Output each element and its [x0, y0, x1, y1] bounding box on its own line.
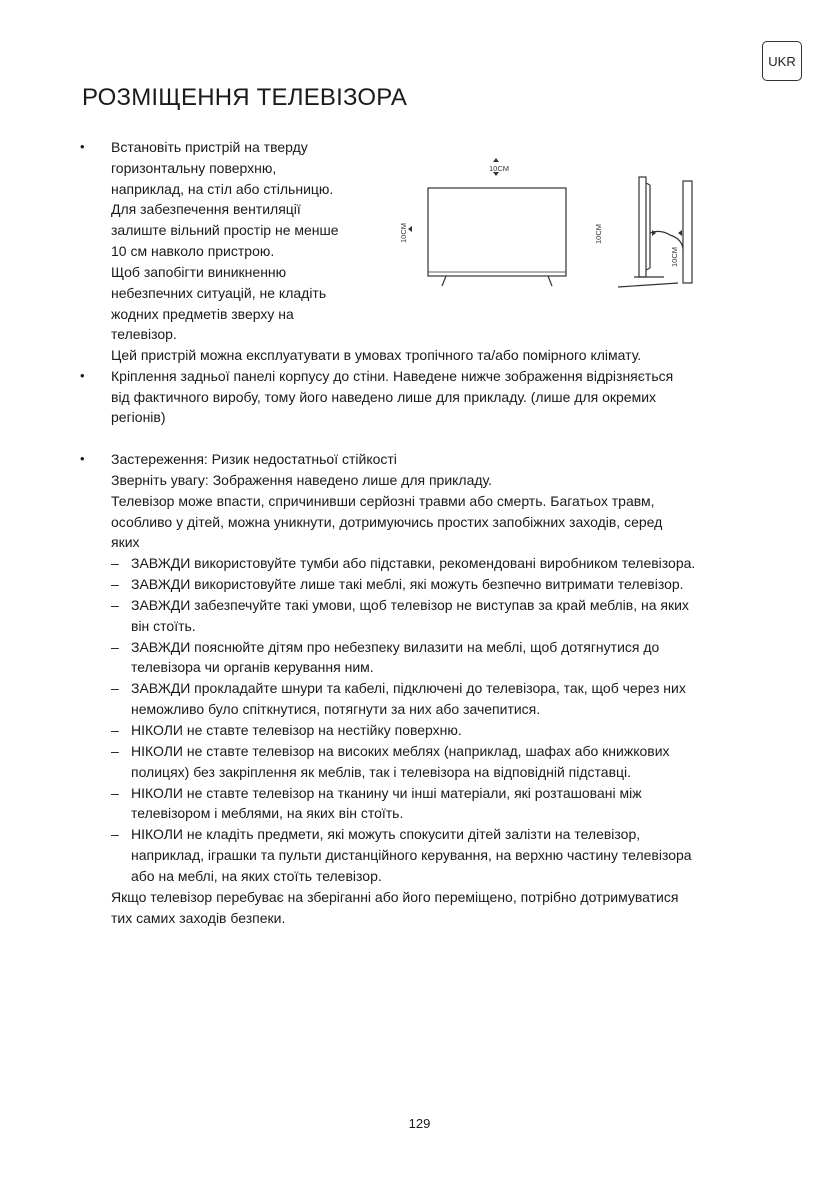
- list-item: ЗАВЖДИ пояснюйте дітям про небезпеку вилазити на меблі, щоб дотягнутися до: [131, 639, 660, 655]
- text-line: Встановіть пристрій на тверду: [111, 139, 308, 155]
- dash-icon: –: [111, 743, 119, 759]
- list-item: НІКОЛИ не кладіть предмети, які можуть спокусити дітей залізти на телевізор,: [131, 826, 641, 842]
- list-item: НІКОЛИ не ставте телевізор на нестійку поверхню.: [131, 722, 462, 738]
- dash-icon: –: [111, 722, 119, 738]
- dash-icon: –: [111, 576, 119, 592]
- text-line: Щоб запобігти виникненню: [111, 264, 287, 280]
- list-item: ЗАВЖДИ використовуйте лише такі меблі, які можуть безпечно витримати телевізор.: [131, 576, 684, 592]
- text-line: телевізор.: [111, 326, 177, 342]
- page-title: РОЗМІЩЕННЯ ТЕЛЕВІЗОРА: [82, 84, 408, 111]
- list-item-cont: телевізором і меблями, на яких він стоїть.: [131, 805, 404, 821]
- list-item: ЗАВЖДИ використовуйте тумби або підставки, рекомендовані виробником телевізора.: [131, 555, 696, 571]
- clearance-right-label: 10CM: [594, 223, 603, 244]
- text-line: жодних предметів зверху на: [111, 306, 294, 322]
- list-item: НІКОЛИ не ставте телевізор на тканину чи інші матеріали, які розташовані між: [131, 785, 642, 801]
- text-line: Кріплення задньої панелі корпусу до стіни. Наведене нижче зображення відрізняється: [111, 368, 674, 384]
- bullet-icon: •: [80, 451, 85, 466]
- bullet-icon: •: [80, 139, 85, 154]
- text-line: горизонтальну поверхню,: [111, 160, 277, 176]
- page-number: 129: [408, 1116, 431, 1131]
- bullet-icon: •: [80, 368, 85, 383]
- arrow-left-right-icon: [408, 226, 416, 232]
- list-item-cont: полицях) без закріплення як меблів, так і телевізора на відповідній підставці.: [131, 764, 632, 780]
- dash-icon: –: [111, 597, 119, 613]
- warning-heading: Застереження: Ризик недостатньої стійкості: [111, 451, 397, 467]
- list-item-cont: неможливо було спіткнутися, потягнути за них або зачепитися.: [131, 701, 541, 717]
- dash-icon: –: [111, 826, 119, 842]
- text-line: Зверніть увагу: Зображення наведено лише для прикладу.: [111, 472, 493, 488]
- text-line: особливо у дітей, можна уникнути, дотримуючись простих запобіжних заходів, серед: [111, 514, 663, 530]
- text-line: залиште вільний простір не менше: [111, 222, 339, 238]
- tv-front-view: [428, 188, 566, 286]
- dash-icon: –: [111, 639, 119, 655]
- text-line: 10 см навколо пристрою.: [111, 243, 275, 259]
- list-item: ЗАВЖДИ забезпечуйте такі умови, щоб телевізор не виступав за край меблів, на яких: [131, 597, 689, 613]
- text-line: тих самих заходів безпеки.: [111, 910, 286, 926]
- dash-icon: –: [111, 555, 119, 571]
- text-line: Якщо телевізор перебуває на зберіганні або його переміщено, потрібно дотримуватися: [111, 889, 679, 905]
- text-line: яких: [111, 534, 140, 550]
- text-line: небезпечних ситуацій, не кладіть: [111, 285, 327, 301]
- text-line: Цей пристрій можна експлуатувати в умовах тропічного та/або помірного клімату.: [111, 347, 642, 363]
- text-line: від фактичного виробу, тому його наведено лише для прикладу. (лише для окремих: [111, 389, 657, 405]
- list-item: НІКОЛИ не ставте телевізор на високих меблях (наприклад, шафах або книжкових: [131, 743, 670, 759]
- list-item-cont: він стоїть.: [131, 618, 196, 634]
- list-item-cont: телевізора чи органів керування ним.: [131, 659, 374, 675]
- tv-clearance-diagram: [388, 155, 708, 300]
- dash-icon: –: [111, 680, 119, 696]
- dash-icon: –: [111, 785, 119, 801]
- text-line: наприклад, на стіл або стільницю.: [111, 181, 334, 197]
- clearance-top-label: 10CM: [489, 164, 510, 173]
- clearance-side-label: 10CM: [670, 246, 679, 267]
- language-badge: UKR: [762, 41, 802, 81]
- list-item-cont: або на меблі, на яких стоїть телевізор.: [131, 868, 382, 884]
- text-line: Для забезпечення вентиляції: [111, 201, 301, 217]
- clearance-left-label: 10CM: [399, 222, 408, 243]
- list-item-cont: наприклад, іграшки та пульти дистанційного керування, на верхню частину телевізора: [131, 847, 692, 863]
- text-line: Телевізор може впасти, спричинивши серйозні травми або смерть. Багатьох травм,: [111, 493, 655, 509]
- list-item: ЗАВЖДИ прокладайте шнури та кабелі, підключені до телевізора, так, щоб через них: [131, 680, 686, 696]
- text-line: регіонів): [111, 409, 166, 425]
